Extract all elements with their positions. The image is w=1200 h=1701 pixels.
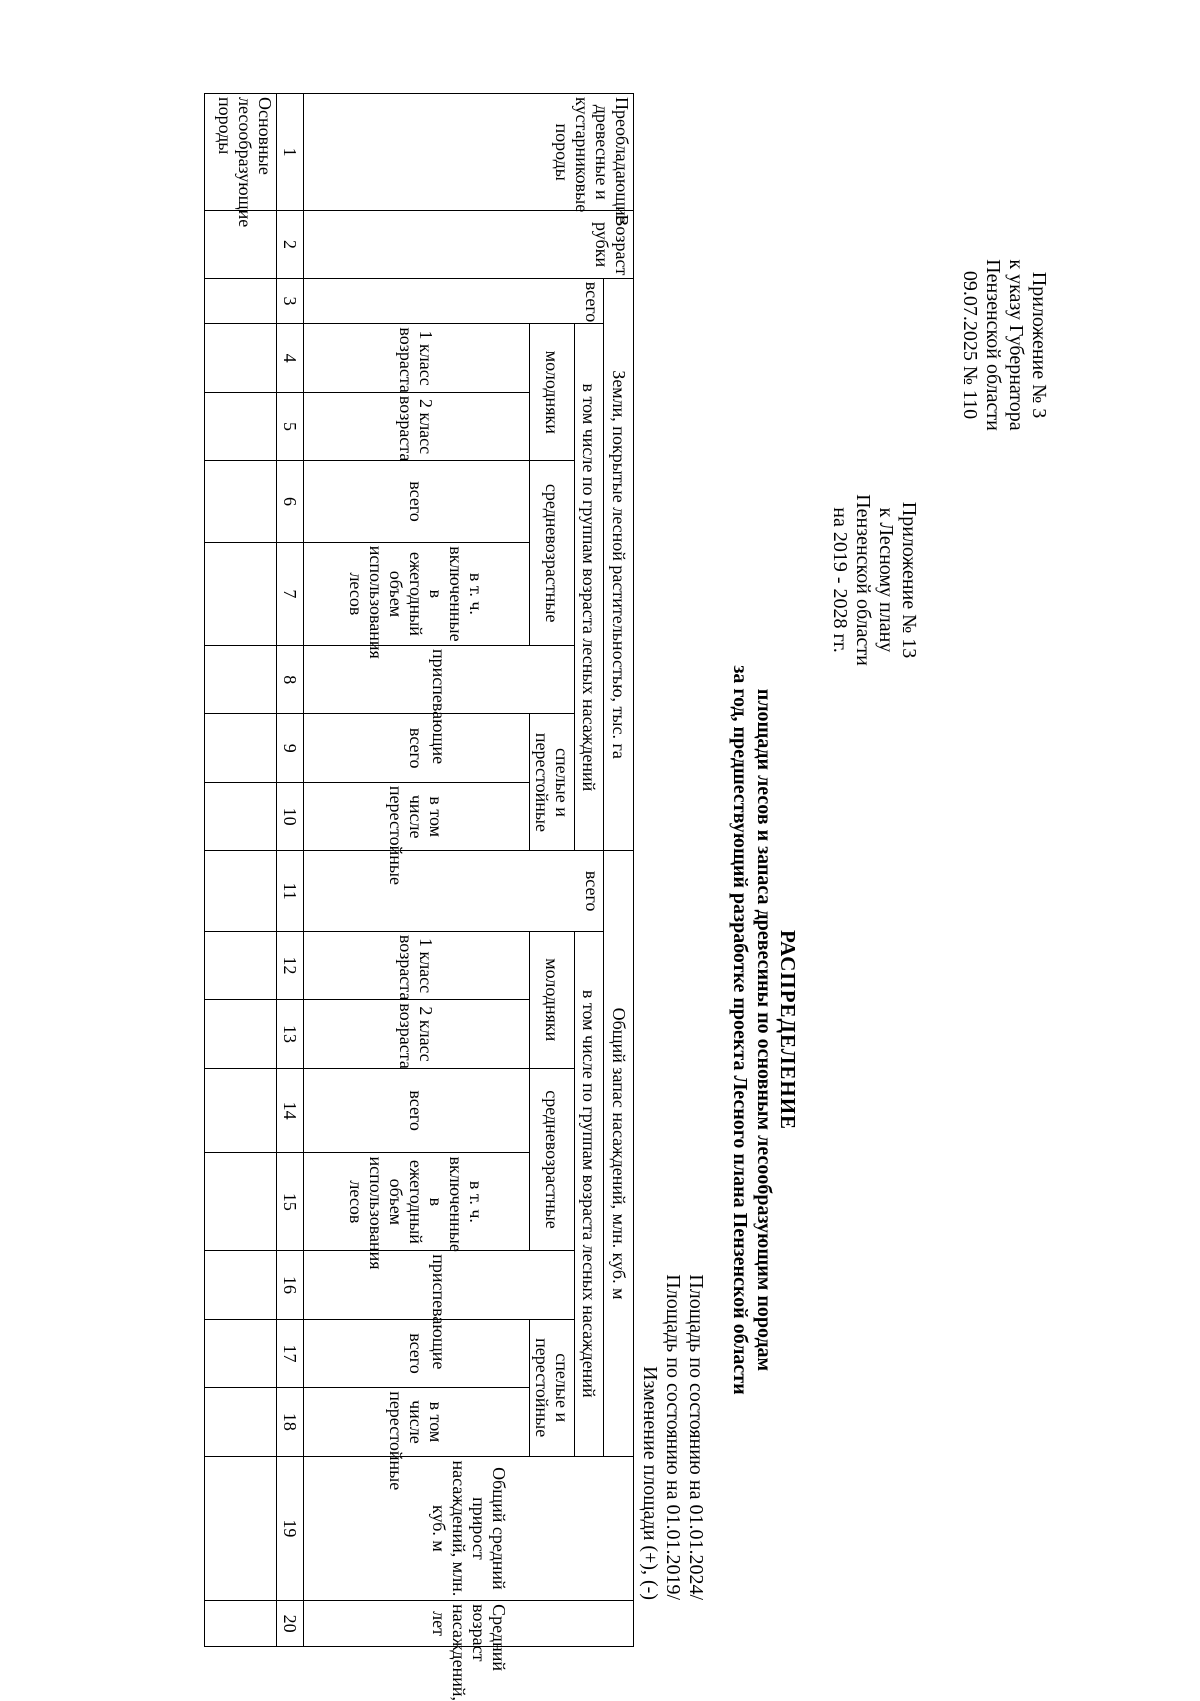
appendix-3-reference [958, 195, 1050, 495]
col-header-species: Преобладающие древесные и кустарниковые породы [304, 94, 634, 211]
col-header-mature-total: всего [304, 714, 530, 782]
col-header-cutting-age: Возраст рубки [304, 211, 634, 278]
table-cell [205, 1456, 277, 1601]
table-cell [205, 278, 277, 324]
appendix-3-line: 09.07.2025 № 110 [959, 270, 981, 420]
col-header-average-age: Средний возраст насаждений, лет [304, 1601, 634, 1647]
col-header-mature-total: всего [304, 1319, 530, 1387]
col-header-class2: 2 класс возраста [304, 1000, 530, 1068]
col-group-stock: Общий запас насаждений, млн. куб. м [604, 851, 634, 1456]
appendix-13-line: Приложение № 13 [898, 501, 920, 659]
forest-distribution-table [204, 93, 634, 1701]
column-number: 8 [276, 646, 303, 714]
table-cell [205, 646, 277, 714]
table-cell [205, 1153, 277, 1251]
table-cell [205, 1319, 277, 1387]
col-header-middle-aged: средневозрастные [529, 1068, 574, 1251]
table-cell [205, 392, 277, 460]
table-cell [205, 1601, 277, 1647]
column-number: 4 [276, 324, 303, 392]
title-line: за год, предшествующий разработке проекта Лесного плана Пензенской области [729, 665, 751, 1395]
column-number: 5 [276, 392, 303, 460]
col-header-area-by-age: в том числе по группам возраста лесных насаждений [575, 324, 605, 851]
table-cell [205, 461, 277, 543]
table-cell [205, 1068, 277, 1153]
table-cell [205, 1388, 277, 1456]
col-header-annual-use: в т. ч. включенные в ежегодный объем использования лесов [304, 542, 530, 645]
col-header-mature: спелые и перестойные [529, 714, 574, 851]
table-cell [205, 1251, 277, 1319]
col-group-area: Земли, покрытые лесной растительностью, тыс. га [604, 278, 634, 851]
appendix-13-reference [828, 430, 920, 730]
table-cell [205, 782, 277, 851]
area-notes [638, 1000, 707, 1600]
col-header-area-total: всего [304, 278, 604, 324]
document-title [728, 580, 800, 1480]
appendix-13-line: Пензенской области [852, 494, 874, 666]
appendix-13-line: к Лесному плану [875, 507, 897, 653]
column-number: 16 [276, 1251, 303, 1319]
column-number: 14 [276, 1068, 303, 1153]
table-cell [205, 542, 277, 645]
column-number: 7 [276, 542, 303, 645]
table-cell [205, 1000, 277, 1068]
col-header-stock-total: всего [304, 851, 604, 931]
appendix-13-line: на 2019 - 2028 гг. [829, 507, 851, 653]
col-header-middle-total: всего [304, 1068, 530, 1153]
col-header-middle-total: всего [304, 461, 530, 543]
title-line: площади лесов и запаса древесины по основным лесообразующим породам [753, 688, 775, 1372]
appendix-3-line: Приложение № 3 [1028, 271, 1050, 419]
row-label-main-species: Основные лесообразующие породы [205, 94, 277, 211]
col-header-annual-use: в т. ч. включенные в ежегодный объем использования лесов [304, 1153, 530, 1251]
column-number: 13 [276, 1000, 303, 1068]
column-number: 1 [276, 94, 303, 211]
col-header-mature: спелые и перестойные [529, 1319, 574, 1456]
col-header-young: молодняки [529, 931, 574, 1068]
col-header-class2: 2 класс возраста [304, 392, 530, 460]
col-header-stock-by-age: в том числе по группам возраста лесных насаждений [575, 931, 605, 1456]
column-number: 6 [276, 461, 303, 543]
table-cell [205, 931, 277, 999]
column-number: 18 [276, 1388, 303, 1456]
col-header-young: молодняки [529, 324, 574, 461]
appendix-3-line: к указу Губернатора [1005, 259, 1027, 431]
area-note-line: Изменение площади (+), (-) [639, 1366, 661, 1600]
col-header-maturing: приспевающие [304, 1251, 575, 1319]
column-number: 2 [276, 211, 303, 278]
table-cell [205, 324, 277, 392]
column-number: 3 [276, 278, 303, 324]
table-row [205, 94, 277, 1647]
appendix-3-line: Пензенской области [982, 259, 1004, 431]
column-number: 20 [276, 1601, 303, 1647]
area-note-line: Площадь по состоянию на 01.01.2019/ [662, 1274, 684, 1600]
column-number: 15 [276, 1153, 303, 1251]
col-header-increment: Общий средний прирост насаждений, млн. куб. м [304, 1456, 634, 1601]
col-header-class1: 1 класс возраста [304, 324, 530, 392]
table-cell [205, 851, 277, 931]
column-number: 9 [276, 714, 303, 782]
col-header-maturing: приспевающие [304, 646, 575, 714]
column-number: 19 [276, 1456, 303, 1601]
column-number: 11 [276, 851, 303, 931]
col-header-overmature: в том числе перестойные [304, 782, 530, 851]
title-heading: РАСПРЕДЕЛЕНИЕ [776, 929, 800, 1131]
col-header-class1: 1 класс возраста [304, 931, 530, 999]
table-cell [205, 714, 277, 782]
col-header-overmature: в том числе перестойные [304, 1388, 530, 1456]
column-number: 10 [276, 782, 303, 851]
column-numbers-row [276, 94, 303, 1647]
col-header-middle-aged: средневозрастные [529, 461, 574, 646]
column-number: 12 [276, 931, 303, 999]
area-note-line: Площадь по состоянию на 01.01.2024/ [685, 1274, 707, 1600]
column-number: 17 [276, 1319, 303, 1387]
